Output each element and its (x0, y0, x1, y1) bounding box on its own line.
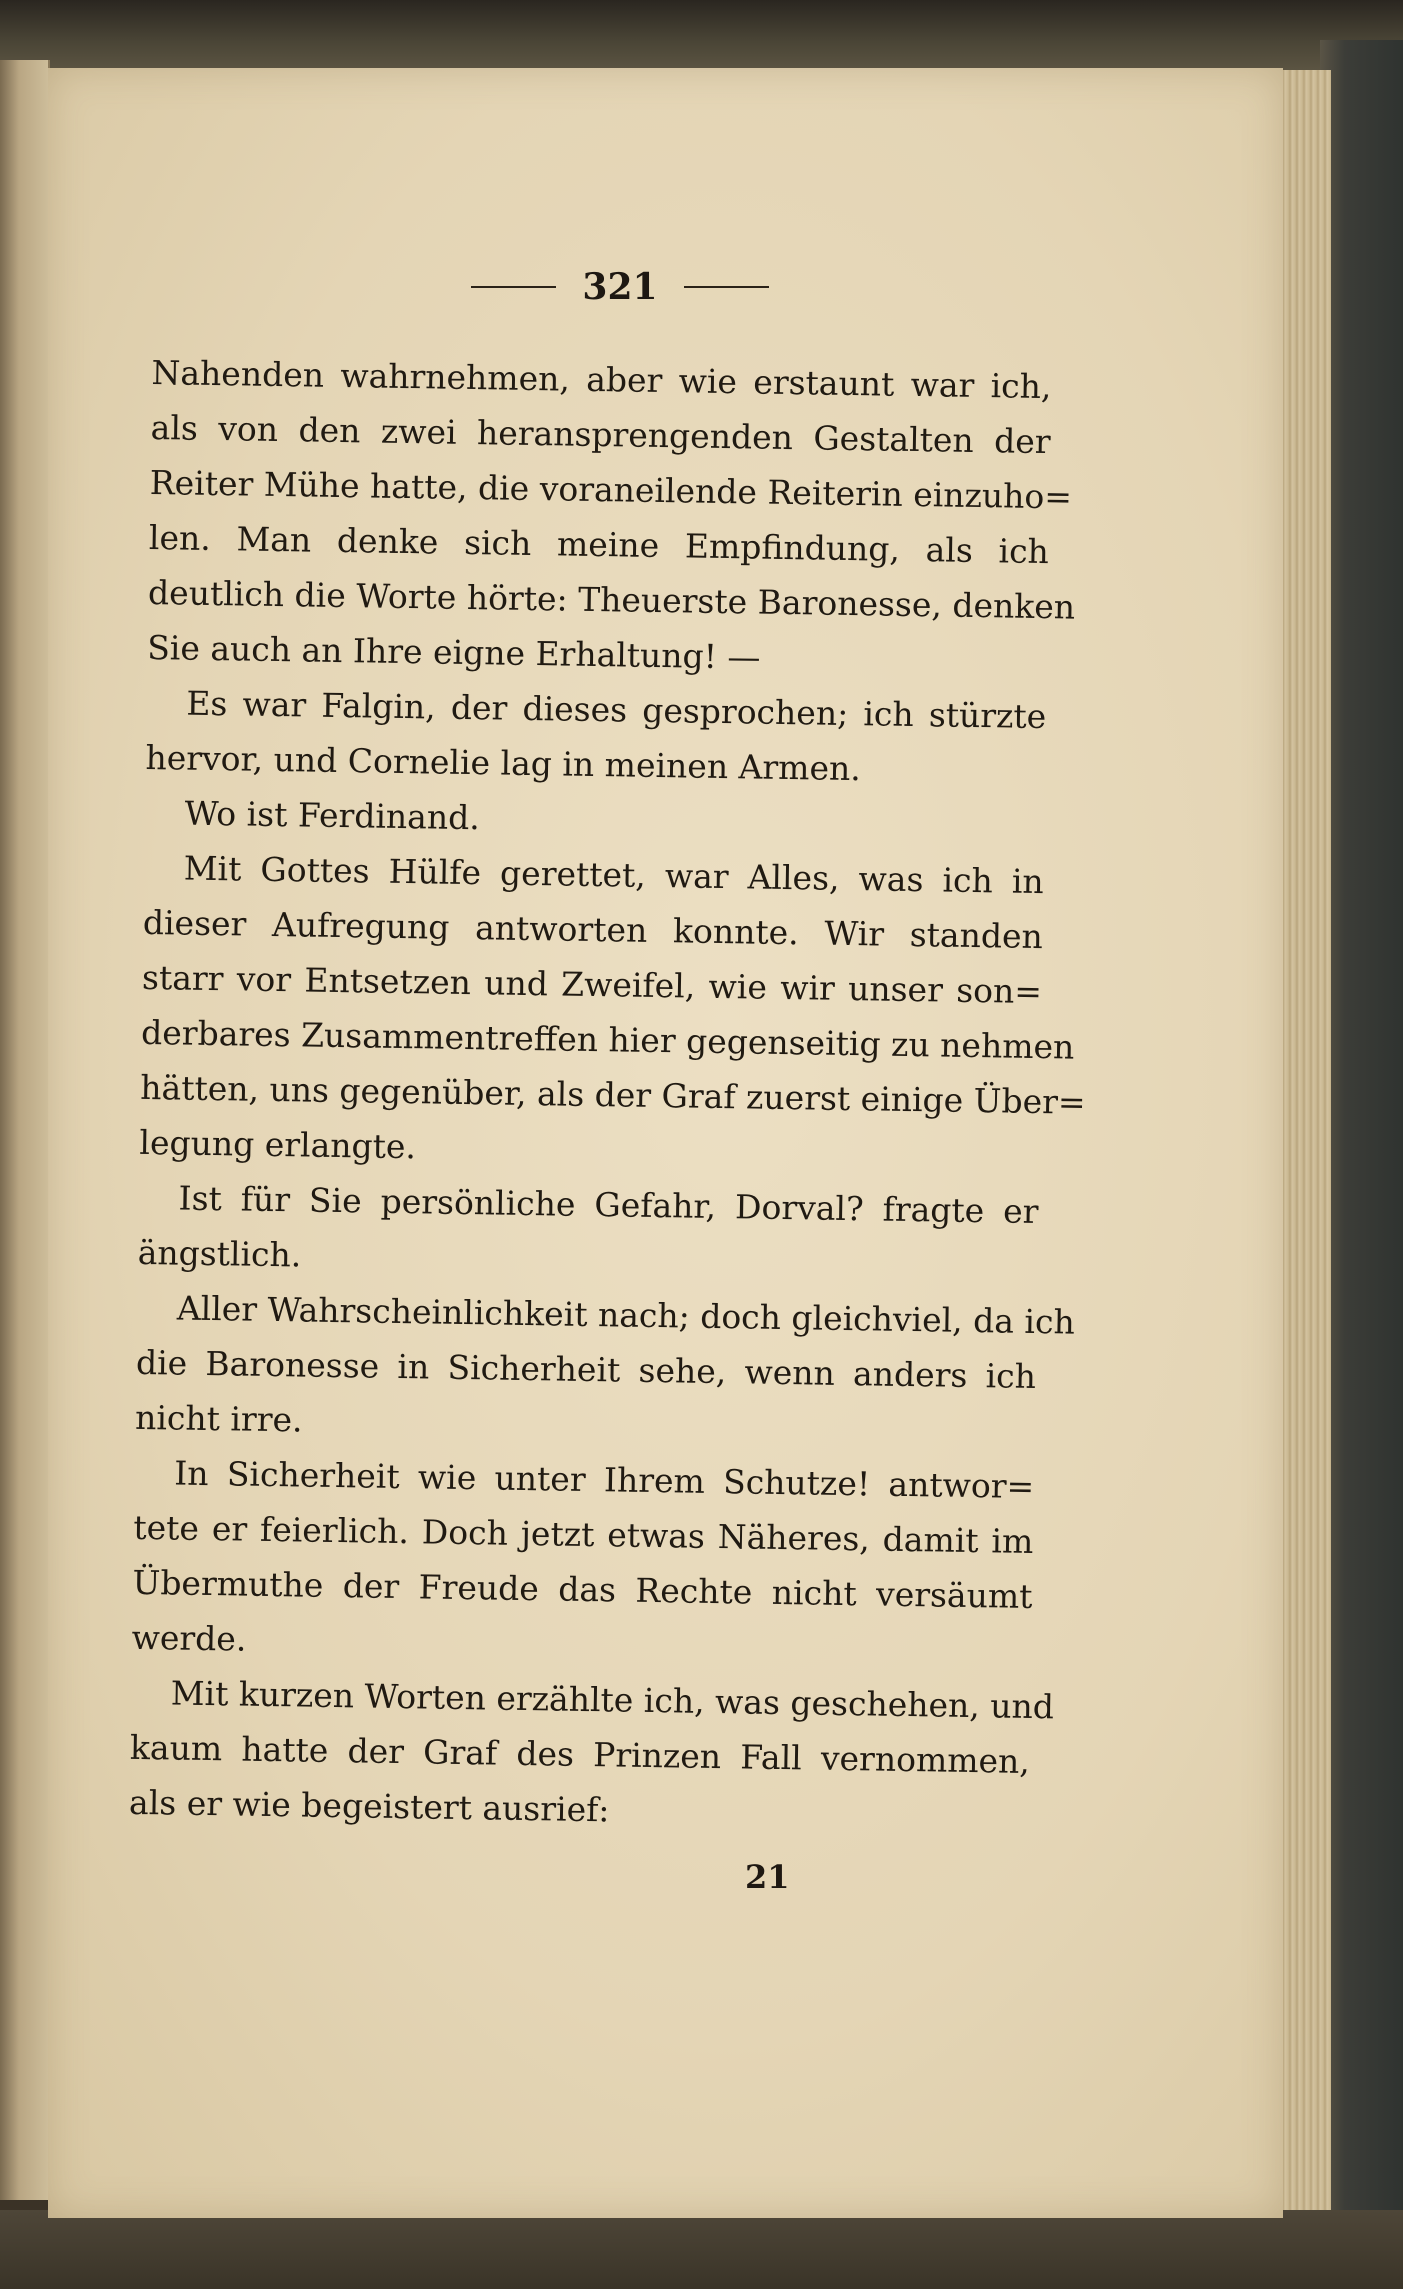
text-line: Nahenden wahrnehmen, aber wie erstaunt war ich, (151, 352, 1052, 407)
text-line: starr vor Entsetzen und Zweifel, wie wir unser son= (141, 957, 1043, 1012)
text-line: hervor, und Cornelie lag in meinen Armen. (145, 737, 862, 789)
text-line: Sie auch an Ihre eigne Erhaltung! — (146, 627, 761, 677)
text-line: als von den zwei heransprengenden Gestalten der (150, 407, 1051, 462)
text-line: len. Man denke sich meine Empfindung, als ich (148, 517, 1050, 572)
text-line: tete er feierlich. Doch jetzt etwas Näheres, damit im (133, 1507, 1034, 1561)
text-line: Ist für Sie persönliche Gefahr, Dorval? fragte er (178, 1178, 1039, 1232)
text-line: derbares Zusammentreffen hier gegenseitig zu nehmen (140, 1012, 1075, 1067)
text-line: legung erlangte. (139, 1122, 417, 1167)
text-line: nicht irre. (134, 1397, 303, 1440)
left-page-edge (0, 60, 50, 2200)
page-body-text (128, 345, 1086, 1844)
text-line: die Baronesse in Sicherheit sehe, wenn anders ich (135, 1342, 1037, 1397)
page-number: 321 (582, 266, 658, 308)
text-line: In Sicherheit wie unter Ihrem Schutze! antwor= (173, 1453, 1035, 1506)
text-line: Reiter Mühe hatte, die voraneilende Reiterin einzuho= (149, 462, 1073, 517)
header-rule-left (471, 286, 556, 288)
printer-signature-mark: 21 (745, 1858, 790, 1896)
text-line: Es war Falgin, der dieses gesprochen; ich stürzte (186, 683, 1047, 737)
text-line: als er wie begeistert ausrief: (128, 1782, 610, 1830)
text-line: hätten, uns gegenüber, als der Graf zuerst einige Über= (140, 1067, 1086, 1122)
page-header (440, 262, 800, 312)
text-line: ängstlich. (137, 1232, 302, 1275)
book-cover-top (0, 0, 1403, 70)
text-line: Mit kurzen Worten erzählte ich, was geschehen, und (170, 1673, 1055, 1727)
book-cover-right (1320, 40, 1403, 2289)
book-cover-bottom (0, 2210, 1403, 2289)
text-line: kaum hatte der Graf des Prinzen Fall vernommen, (129, 1727, 1031, 1781)
text-line: Wo ist Ferdinand. (184, 793, 481, 838)
text-line: werde. (131, 1617, 247, 1659)
text-line: Übermuthe der Freude das Rechte nicht versäumt (132, 1562, 1033, 1616)
text-line: deutlich die Worte hörte: Theuerste Baronesse, denken (147, 572, 1076, 627)
text-line: dieser Aufregung antworten konnte. Wir standen (142, 902, 1044, 957)
text-line: Aller Wahrscheinlichkeit nach; doch gleichviel, da ich (176, 1288, 1076, 1342)
header-rule-right (684, 286, 769, 288)
text-line: Mit Gottes Hülfe gerettet, war Alles, was ich in (183, 848, 1044, 902)
